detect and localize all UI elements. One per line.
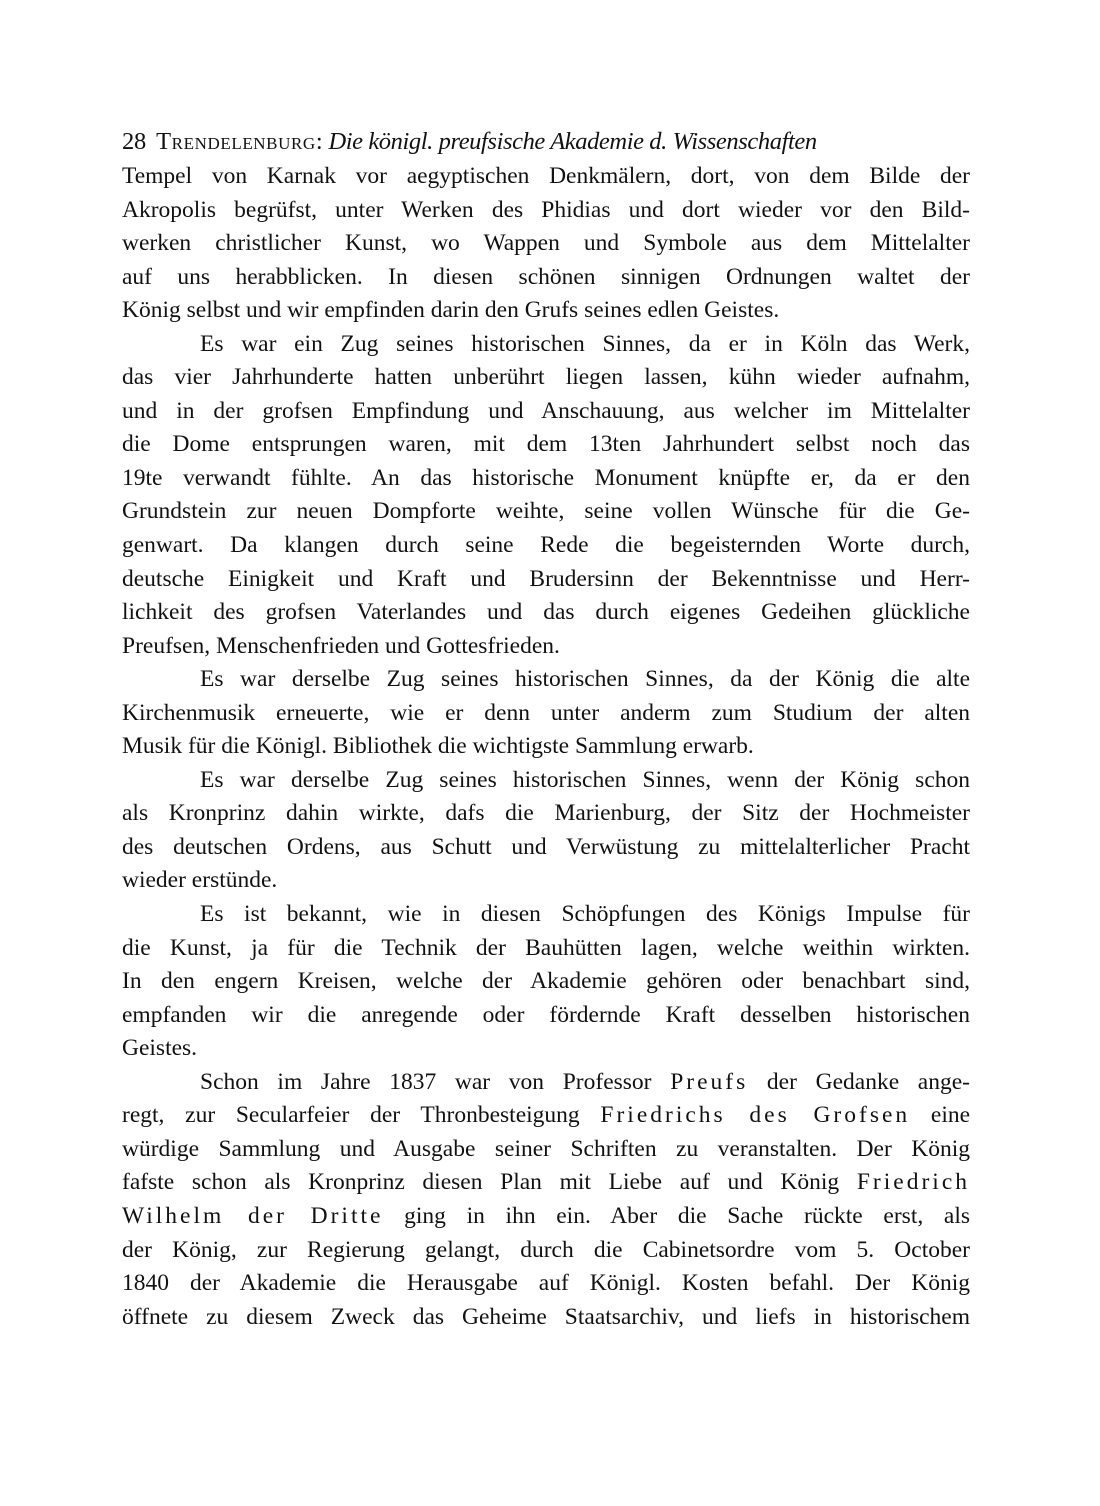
text-line: 19te verwandt fühlte. An das historische Monument knüpfte er, da er den	[122, 464, 970, 491]
text-segment: ging in ihn ein. Aber die Sache rückte erst, als	[404, 1202, 970, 1229]
text-line: das vier Jahrhunderte hatten unberührt liegen lassen, kühn wieder aufnahm,	[122, 364, 970, 391]
text-line: König selbst und wir empfinden darin den Grufs seines edlen Geistes.	[122, 297, 780, 324]
text-line: auf uns herabblicken. In diesen schönen sinnigen Ordnungen waltet der	[122, 263, 970, 290]
text-line: die Kunst, ja für die Technik der Bauhütten lagen, welche weithin wirkten.	[122, 934, 970, 961]
text-segment: fafste schon als Kronprinz diesen Plan mit Liebe auf und König	[122, 1169, 840, 1196]
text-line: und in der grofsen Empfindung und Anschauung, aus welcher im Mittelalter	[122, 397, 970, 424]
text-line: Preufsen, Menschenfrieden und Gottesfrieden.	[122, 632, 560, 659]
text-line: der König, zur Regierung gelangt, durch die Cabinetsordre vom 5. October	[122, 1236, 970, 1263]
text-line: lichkeit des grofsen Vaterlandes und das durch eigenes Gedeihen glückliche	[122, 599, 970, 626]
text-line: 1840 der Akademie die Herausgabe auf Königl. Kosten befahl. Der König	[122, 1270, 970, 1297]
text-line: empfanden wir die anregende oder fördernde Kraft desselben historischen	[122, 1001, 970, 1028]
text-line: Grundstein zur neuen Dompforte weihte, seine vollen Wünsche für die Ge-	[122, 498, 970, 525]
text-line: des deutschen Ordens, aus Schutt und Verwüstung zu mittelalterlicher Pracht	[122, 833, 970, 860]
text-line: Geistes.	[122, 1035, 198, 1062]
running-head-separator: :	[315, 128, 323, 155]
text-line: würdige Sammlung und Ausgabe seiner Schriften zu veranstalten. Der König	[122, 1135, 970, 1162]
text-line: Tempel von Karnak vor aegyptischen Denkmälern, dort, von dem Bilde der	[122, 163, 970, 189]
person-name: Wilhelm der Dritte	[122, 1202, 384, 1229]
text-segment: Schon im Jahre 1837 war von Professor	[200, 1068, 652, 1095]
person-name: Preufs	[670, 1068, 749, 1095]
text-line: deutsche Einigkeit und Kraft und Brudersinn der Bekenntnisse und Herr-	[122, 565, 970, 592]
running-head	[122, 124, 970, 160]
text-line	[122, 1066, 970, 1100]
text-line: Musik für die Königl. Bibliothek die wichtigste Sammlung erwarb.	[122, 733, 754, 760]
text-line: werken christlicher Kunst, wo Wappen und Symbole aus dem Mittelalter	[122, 230, 970, 257]
running-head-author: Trendelenburg	[156, 128, 316, 155]
text-line	[122, 1166, 970, 1200]
running-head-title: Die königl. preufsische Akademie d. Wissenschaften	[328, 128, 817, 155]
document-page	[122, 124, 970, 1334]
text-line: die Dome entsprungen waren, mit dem 13ten Jahrhundert selbst noch das	[122, 431, 970, 458]
text-line: Es ist bekannt, wie in diesen Schöpfungen des Königs Impulse für	[200, 901, 970, 928]
text-line: genwart. Da klangen durch seine Rede die begeisternden Worte durch,	[122, 532, 970, 559]
text-line: öffnete zu diesem Zweck das Geheime Staatsarchiv, und liefs in historischem	[122, 1303, 970, 1330]
text-line: als Kronprinz dahin wirkte, dafs die Marienburg, der Sitz der Hochmeister	[122, 800, 970, 827]
text-line	[122, 1200, 970, 1234]
page-number: 28	[122, 128, 147, 155]
text-segment: eine	[930, 1102, 971, 1129]
text-line: Kirchenmusik erneuerte, wie er denn unter anderm zum Studium der alten	[122, 699, 970, 726]
text-line: wieder erstünde.	[122, 867, 278, 894]
text-line	[122, 1099, 970, 1133]
text-line: Es war derselbe Zug seines historischen Sinnes, wenn der König schon	[200, 766, 970, 793]
person-name: Friedrichs des Grofsen	[600, 1102, 911, 1129]
text-line: Akropolis begrüfst, unter Werken des Phidias und dort wieder vor den Bild-	[122, 196, 970, 223]
text-line: Es war derselbe Zug seines historischen Sinnes, da der König die alte	[200, 666, 970, 693]
text-segment: der Gedanke ange-	[766, 1068, 970, 1095]
text-line: Es war ein Zug seines historischen Sinnes, da er in Köln das Werk,	[200, 330, 970, 357]
person-name: Friedrich	[856, 1169, 970, 1196]
body-text	[122, 160, 970, 1334]
text-segment: regt, zur Secularfeier der Thronbesteigung	[122, 1102, 580, 1129]
text-line: In den engern Kreisen, welche der Akademie gehören oder benachbart sind,	[122, 968, 970, 995]
